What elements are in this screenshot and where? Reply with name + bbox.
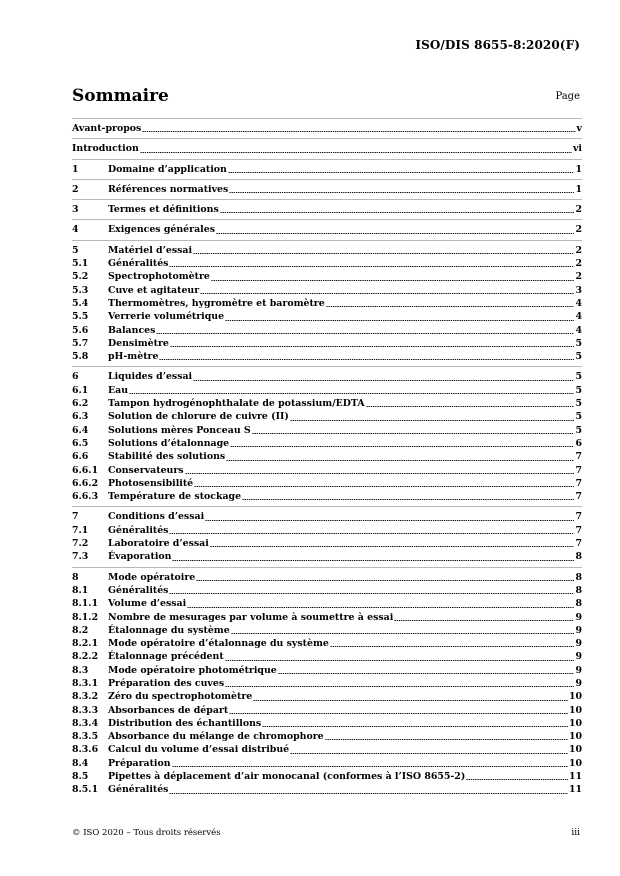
toc-entry[interactable] (72, 270, 582, 283)
toc-entry-page: 10 (568, 731, 582, 743)
toc-entry-page: 5 (575, 351, 582, 363)
toc-dot-leader (225, 686, 574, 687)
toc-entry-page: 7 (575, 464, 582, 476)
toc-entry-number: 5.6 (72, 324, 89, 336)
toc-entry-title: Préparation des cuves (108, 677, 225, 689)
toc-dot-leader (326, 306, 575, 307)
toc-entry-page: 5 (575, 384, 582, 396)
toc-entry-page: 6 (575, 437, 582, 449)
toc-dot-leader (193, 253, 574, 254)
toc-entry[interactable] (72, 550, 582, 563)
toc-dot-leader (170, 346, 575, 347)
toc-entry-page: 2 (575, 244, 582, 256)
toc-dot-leader (159, 359, 574, 360)
toc-entry-page: 1 (575, 183, 582, 195)
toc-entry-title: Densimètre (108, 337, 169, 349)
toc-entry-title: Généralités (108, 584, 169, 596)
toc-dot-leader (200, 293, 574, 294)
toc-entry-number: 5.4 (72, 297, 89, 309)
toc-entry-title: Absorbance du mélange de chromophore (108, 731, 324, 743)
toc-entry[interactable] (72, 743, 582, 756)
toc-entry-number: 8.2.1 (72, 638, 99, 650)
toc-entry[interactable] (72, 223, 582, 236)
toc-entry-title: Domaine d’application (108, 163, 227, 175)
toc-dot-leader (172, 560, 574, 561)
toc-entry-number: 5.7 (72, 337, 89, 349)
toc-entry-title: Stabilité des solutions (108, 451, 226, 463)
toc-entry-page: 7 (575, 538, 582, 550)
toc-dot-leader (325, 739, 568, 740)
toc-dot-leader (330, 646, 575, 647)
toc-entry-number: 6.2 (72, 398, 89, 410)
toc-entry[interactable] (72, 384, 582, 397)
toc-entry-title: Verrerie volumétrique (108, 311, 225, 323)
toc-entry-number: 3 (72, 204, 79, 216)
toc-entry-number: 8.3.2 (72, 691, 99, 703)
toc-entry-number: 7.2 (72, 538, 89, 550)
toc-entry-title: Solutions mères Ponceau S (108, 424, 251, 436)
toc-entry-title: Introduction (72, 143, 139, 155)
toc-dot-leader (242, 499, 574, 500)
toc-dot-leader (466, 779, 568, 780)
toc-entry-number: 8.1.1 (72, 598, 99, 610)
toc-entry-number: 8.3.1 (72, 677, 99, 689)
toc-entry[interactable] (72, 122, 582, 135)
toc-entry[interactable] (72, 611, 582, 624)
toc-dot-leader (226, 460, 574, 461)
toc-entry-page: 7 (575, 477, 582, 489)
toc-section-group (72, 567, 582, 800)
toc-entry-number: 6.6.3 (72, 491, 99, 503)
toc-dot-leader (231, 633, 575, 634)
toc-section-group (72, 159, 582, 179)
toc-entry-number: 8.3.5 (72, 731, 99, 743)
toc-dot-leader (205, 520, 574, 521)
toc-entry-number: 8.5 (72, 771, 89, 783)
toc-section-group (72, 366, 582, 506)
toc-entry[interactable] (72, 337, 582, 350)
toc-entry-page: 7 (575, 511, 582, 523)
toc-entry-number: 8.2.2 (72, 651, 99, 663)
toc-entry-number: 8.1.2 (72, 611, 99, 623)
toc-dot-leader (129, 393, 574, 394)
toc-entry-title: Tampon hydrogénophthalate de potassium/EDTA (108, 398, 365, 410)
toc-entry[interactable] (72, 783, 582, 796)
toc-entry-title: Conditions d’essai (108, 511, 205, 523)
toc-entry-number: 7.1 (72, 524, 89, 536)
toc-entry-page: 7 (575, 524, 582, 536)
toc-entry-title: Pipettes à déplacement d’air monocanal (conformes à l’ISO 8655-2) (108, 771, 466, 783)
toc-dot-leader (290, 753, 568, 754)
toc-entry-page: 3 (575, 284, 582, 296)
toc-entry[interactable] (72, 524, 582, 537)
toc-entry-number: 6.6 (72, 451, 89, 463)
toc-entry[interactable] (72, 350, 582, 363)
toc-entry-number: 8.5.1 (72, 784, 99, 796)
toc-entry[interactable] (72, 437, 582, 450)
toc-entry[interactable] (72, 704, 582, 717)
toc-entry[interactable] (72, 730, 582, 743)
toc-entry-number: 5.1 (72, 258, 89, 270)
toc-entry-title: Étalonnage précédent (108, 651, 224, 663)
toc-dot-leader (229, 192, 574, 193)
toc-entry-page: vi (572, 143, 582, 155)
toc-entry-page: 10 (568, 717, 582, 729)
toc-entry-page: 9 (575, 677, 582, 689)
toc-entry[interactable] (72, 510, 582, 523)
toc-entry[interactable] (72, 584, 582, 597)
toc-entry-page: 8 (575, 598, 582, 610)
toc-entry-number: 6.6.1 (72, 464, 99, 476)
toc-entry-number: 6.4 (72, 424, 89, 436)
toc-entry-page: 5 (575, 398, 582, 410)
toc-entry-number: 6 (72, 371, 79, 383)
toc-entry-title: Volume d’essai (108, 598, 187, 610)
toc-entry[interactable] (72, 424, 582, 437)
toc-dot-leader (187, 607, 574, 608)
toc-dot-leader (394, 620, 574, 621)
toc-entry[interactable] (72, 650, 582, 663)
toc-entry[interactable] (72, 637, 582, 650)
toc-entry-page: 2 (575, 271, 582, 283)
toc-entry-number: 8 (72, 571, 79, 583)
toc-dot-leader (253, 700, 568, 701)
toc-entry-page: 2 (575, 258, 582, 270)
toc-dot-leader (216, 233, 575, 234)
toc-entry-title: Zéro du spectrophotomètre (108, 691, 253, 703)
toc-entry-title: Thermomètres, hygromètre et baromètre (108, 297, 325, 309)
toc-section-group (72, 138, 582, 158)
toc-entry[interactable] (72, 757, 582, 770)
toc-entry[interactable] (72, 571, 582, 584)
footer-page-number: iii (571, 828, 580, 838)
toc-entry-number: 4 (72, 224, 79, 236)
toc-entry[interactable] (72, 257, 582, 270)
toc-page-column-label: Page (555, 91, 580, 102)
toc-entry-number: 8.3 (72, 664, 89, 676)
toc-entry[interactable] (72, 770, 582, 783)
toc-entry[interactable] (72, 537, 582, 550)
toc-entry[interactable] (72, 163, 582, 176)
toc-entry-page: 11 (568, 771, 582, 783)
toc-dot-leader (169, 266, 574, 267)
toc-dot-leader (262, 726, 568, 727)
toc-entry-page: 4 (575, 324, 582, 336)
toc-entry-number: 5.5 (72, 311, 89, 323)
toc-entry-page: 8 (575, 571, 582, 583)
toc-entry-page: 4 (575, 297, 582, 309)
toc-entry-page: 5 (575, 337, 582, 349)
toc-entry-title: Solution de chlorure de cuivre (II) (108, 411, 289, 423)
toc-entry[interactable] (72, 597, 582, 610)
toc-dot-leader (193, 380, 574, 381)
toc-entry-title: Laboratoire d’essai (108, 538, 209, 550)
toc-entry[interactable] (72, 183, 582, 196)
toc-section-group (72, 219, 582, 239)
toc-dot-leader (366, 406, 575, 407)
toc-entry-number: 7.3 (72, 551, 89, 563)
toc-dot-leader (228, 172, 575, 173)
toc-entry[interactable] (72, 464, 582, 477)
toc-entry-title: Préparation (108, 757, 171, 769)
toc-dot-leader (220, 212, 575, 213)
toc-entry-number: 2 (72, 183, 79, 195)
toc-entry-number: 8.3.4 (72, 717, 99, 729)
toc-entry-page: 1 (575, 163, 582, 175)
toc-dot-leader (225, 320, 574, 321)
toc-entry-page: 9 (575, 638, 582, 650)
toc-entry-page: 10 (568, 757, 582, 769)
toc-section-group (72, 240, 582, 367)
toc-entry[interactable] (72, 477, 582, 490)
toc-entry-number: 5.3 (72, 284, 89, 296)
toc-entry-title: Références normatives (108, 183, 229, 195)
toc-entry-title: Généralités (108, 258, 169, 270)
toc-entry[interactable] (72, 244, 582, 257)
toc-entry[interactable] (72, 397, 582, 410)
toc-entry-title: Généralités (108, 784, 169, 796)
toc-dot-leader (172, 766, 568, 767)
toc-entry-title: Distribution des échantillons (108, 717, 262, 729)
toc-entry[interactable] (72, 370, 582, 383)
toc-entry-page: 5 (575, 371, 582, 383)
toc-entry-number: 6.5 (72, 437, 89, 449)
toc-entry[interactable] (72, 203, 582, 216)
toc-section-group (72, 118, 582, 138)
toc-entry-number: 6.3 (72, 411, 89, 423)
toc-dot-leader (278, 673, 575, 674)
toc-dot-leader (210, 546, 575, 547)
toc-entry[interactable] (72, 624, 582, 637)
toc-dot-leader (196, 580, 574, 581)
toc-entry-page: 9 (575, 664, 582, 676)
toc-entry[interactable] (72, 284, 582, 297)
toc-entry-number: 5.2 (72, 271, 89, 283)
toc-entry-title: Matériel d’essai (108, 244, 193, 256)
toc-entry-title: Solutions d’étalonnage (108, 437, 230, 449)
toc-entry[interactable] (72, 297, 582, 310)
standard-reference: ISO/DIS 8655-8:2020(F) (415, 38, 580, 52)
toc-entry-page: 5 (575, 424, 582, 436)
toc-entry-page: 2 (575, 224, 582, 236)
toc-dot-leader (169, 533, 574, 534)
toc-entry-number: 8.3.3 (72, 704, 99, 716)
toc-entry-title: Mode opératoire photométrique (108, 664, 277, 676)
toc-entry-page: 9 (575, 624, 582, 636)
toc-entry-page: 9 (575, 611, 582, 623)
toc-dot-leader (211, 280, 575, 281)
toc-entry[interactable] (72, 677, 582, 690)
toc-entry-title: Mode opératoire (108, 571, 196, 583)
toc-dot-leader (252, 433, 575, 434)
toc-entry[interactable] (72, 664, 582, 677)
toc-entry-page: 10 (568, 691, 582, 703)
toc-entry-page: 7 (575, 451, 582, 463)
toc-section-group (72, 506, 582, 566)
toc-entry-page: 7 (575, 491, 582, 503)
toc-entry[interactable] (72, 690, 582, 703)
toc-entry-title: Termes et définitions (108, 204, 219, 216)
toc-dot-leader (194, 486, 574, 487)
toc-entry-title: Liquides d’essai (108, 371, 193, 383)
toc-dot-leader (229, 713, 568, 714)
toc-entry-number: 7 (72, 511, 79, 523)
toc-section-group (72, 179, 582, 199)
toc-entry[interactable] (72, 142, 582, 155)
toc-dot-leader (140, 152, 572, 153)
toc-entry-title: Balances (108, 324, 156, 336)
toc-dot-leader (230, 446, 574, 447)
toc-entry-title: Spectrophotomètre (108, 271, 210, 283)
toc-entry-page: 4 (575, 311, 582, 323)
toc-dot-leader (225, 660, 575, 661)
toc-dot-leader (169, 593, 574, 594)
toc-entry-page: 8 (575, 551, 582, 563)
toc-entry-page: 11 (568, 784, 582, 796)
toc-entry-page: 5 (575, 411, 582, 423)
toc-entry[interactable] (72, 324, 582, 337)
toc-entry-title: Étalonnage du système (108, 624, 230, 636)
toc-entry-title: Calcul du volume d’essai distribué (108, 744, 290, 756)
toc-entry-page: 10 (568, 744, 582, 756)
toc-entry-number: 5 (72, 244, 79, 256)
toc-entry-number: 1 (72, 163, 79, 175)
toc-entry-title: Évaporation (108, 551, 172, 563)
footer-copyright: © ISO 2020 – Tous droits réservés (72, 828, 221, 838)
toc-entry-title: Nombre de mesurages par volume à soumettre à essai (108, 611, 394, 623)
toc-entry[interactable] (72, 490, 582, 503)
toc-entry-page: 2 (575, 204, 582, 216)
toc-dot-leader (290, 420, 575, 421)
toc-entry-title: Conservateurs (108, 464, 184, 476)
toc-dot-leader (156, 333, 574, 334)
toc-title: Sommaire (72, 86, 169, 106)
toc-entry-number: 6.6.2 (72, 477, 99, 489)
toc-entry-title: Mode opératoire d’étalonnage du système (108, 638, 329, 650)
toc-entry-page: v (576, 123, 582, 134)
toc-entry-page: 8 (575, 584, 582, 596)
toc-entry-title: Absorbances de départ (108, 704, 229, 716)
toc-entry-title: Généralités (108, 524, 169, 536)
toc-entry-title: Cuve et agitateur (108, 284, 200, 296)
toc-entry-number: 8.3.6 (72, 744, 99, 756)
toc-entry[interactable] (72, 450, 582, 463)
toc-entry-number: 5.8 (72, 351, 89, 363)
toc-entry-number: 6.1 (72, 384, 89, 396)
toc-entry-title: pH-mètre (108, 351, 159, 363)
toc-entry-number: 8.4 (72, 757, 89, 769)
toc-entry-title: Eau (108, 384, 129, 396)
toc-dot-leader (142, 131, 575, 132)
toc-entry-page: 10 (568, 704, 582, 716)
toc-entry-title: Avant-propos (72, 123, 142, 134)
toc-entry-title: Exigences générales (108, 224, 215, 236)
toc-entry-number: 8.1 (72, 584, 89, 596)
toc-section-group (72, 199, 582, 219)
toc-entry-title: Photosensibilité (108, 477, 194, 489)
toc-entry-page: 9 (575, 651, 582, 663)
toc-entry[interactable] (72, 310, 582, 323)
toc-dot-leader (169, 793, 567, 794)
toc-entry-title: Température de stockage (108, 491, 242, 503)
toc-dot-leader (185, 473, 575, 474)
toc-entry[interactable] (72, 410, 582, 423)
toc-entry[interactable] (72, 717, 582, 730)
toc-entry-number: 8.2 (72, 624, 89, 636)
table-of-contents (72, 118, 582, 800)
